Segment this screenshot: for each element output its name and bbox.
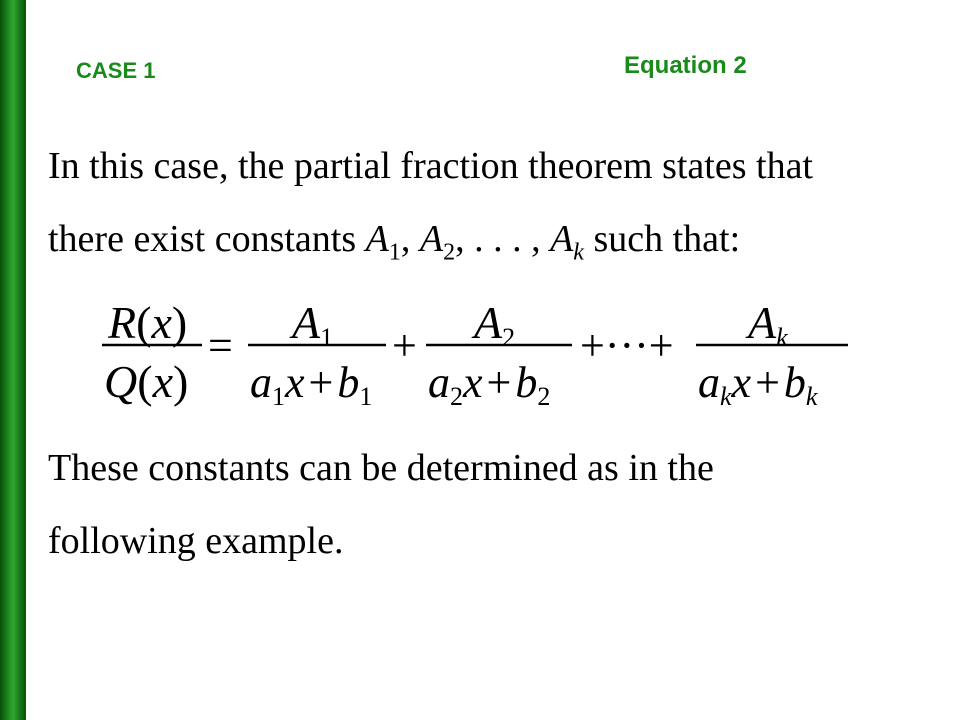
intro-paragraph [48, 130, 928, 276]
intro-line-2-prefix: there exist constants [48, 218, 366, 260]
constant-a1-sub: 1 [388, 239, 401, 266]
term1-denominator: a1x+b1 [250, 358, 373, 411]
constant-ak-sub: k [573, 239, 584, 266]
outro-line-2: following example. [48, 520, 344, 562]
intro-line-2-suffix: such that: [593, 218, 741, 260]
constant-a2-sep: , . . . , [455, 218, 551, 260]
outro-line-1: These constants can be determined as in the [48, 447, 714, 489]
term2-numerator: A2 [474, 297, 516, 352]
plus-ellipsis-plus: +···+ [580, 321, 674, 370]
termk-numerator: Ak [748, 297, 788, 352]
side-bar-edge [24, 0, 26, 720]
term1-numerator: A1 [292, 297, 334, 352]
green-side-bar [0, 0, 24, 720]
constant-a1-sep: , [400, 218, 420, 260]
constant-a2-symbol: A [419, 218, 444, 260]
plus-sign-1: + [392, 321, 417, 370]
case-label: CASE 1 [76, 58, 156, 83]
partial-fraction-formula [96, 290, 856, 420]
equation-label: Equation 2 [624, 52, 747, 79]
lhs-numerator: R(x) [108, 297, 188, 348]
constant-ak-symbol: A [550, 218, 574, 260]
lhs-denominator: Q(x) [104, 356, 189, 407]
constant-a1-symbol: A [365, 218, 389, 260]
termk-denominator: akx+bk [698, 358, 818, 411]
intro-line-1: In this case, the partial fraction theorem states that [48, 145, 813, 187]
term2-denominator: a2x+b2 [428, 358, 551, 411]
outro-paragraph [48, 432, 928, 578]
constant-a2-sub: 2 [443, 239, 456, 266]
equals-sign: = [208, 321, 233, 370]
